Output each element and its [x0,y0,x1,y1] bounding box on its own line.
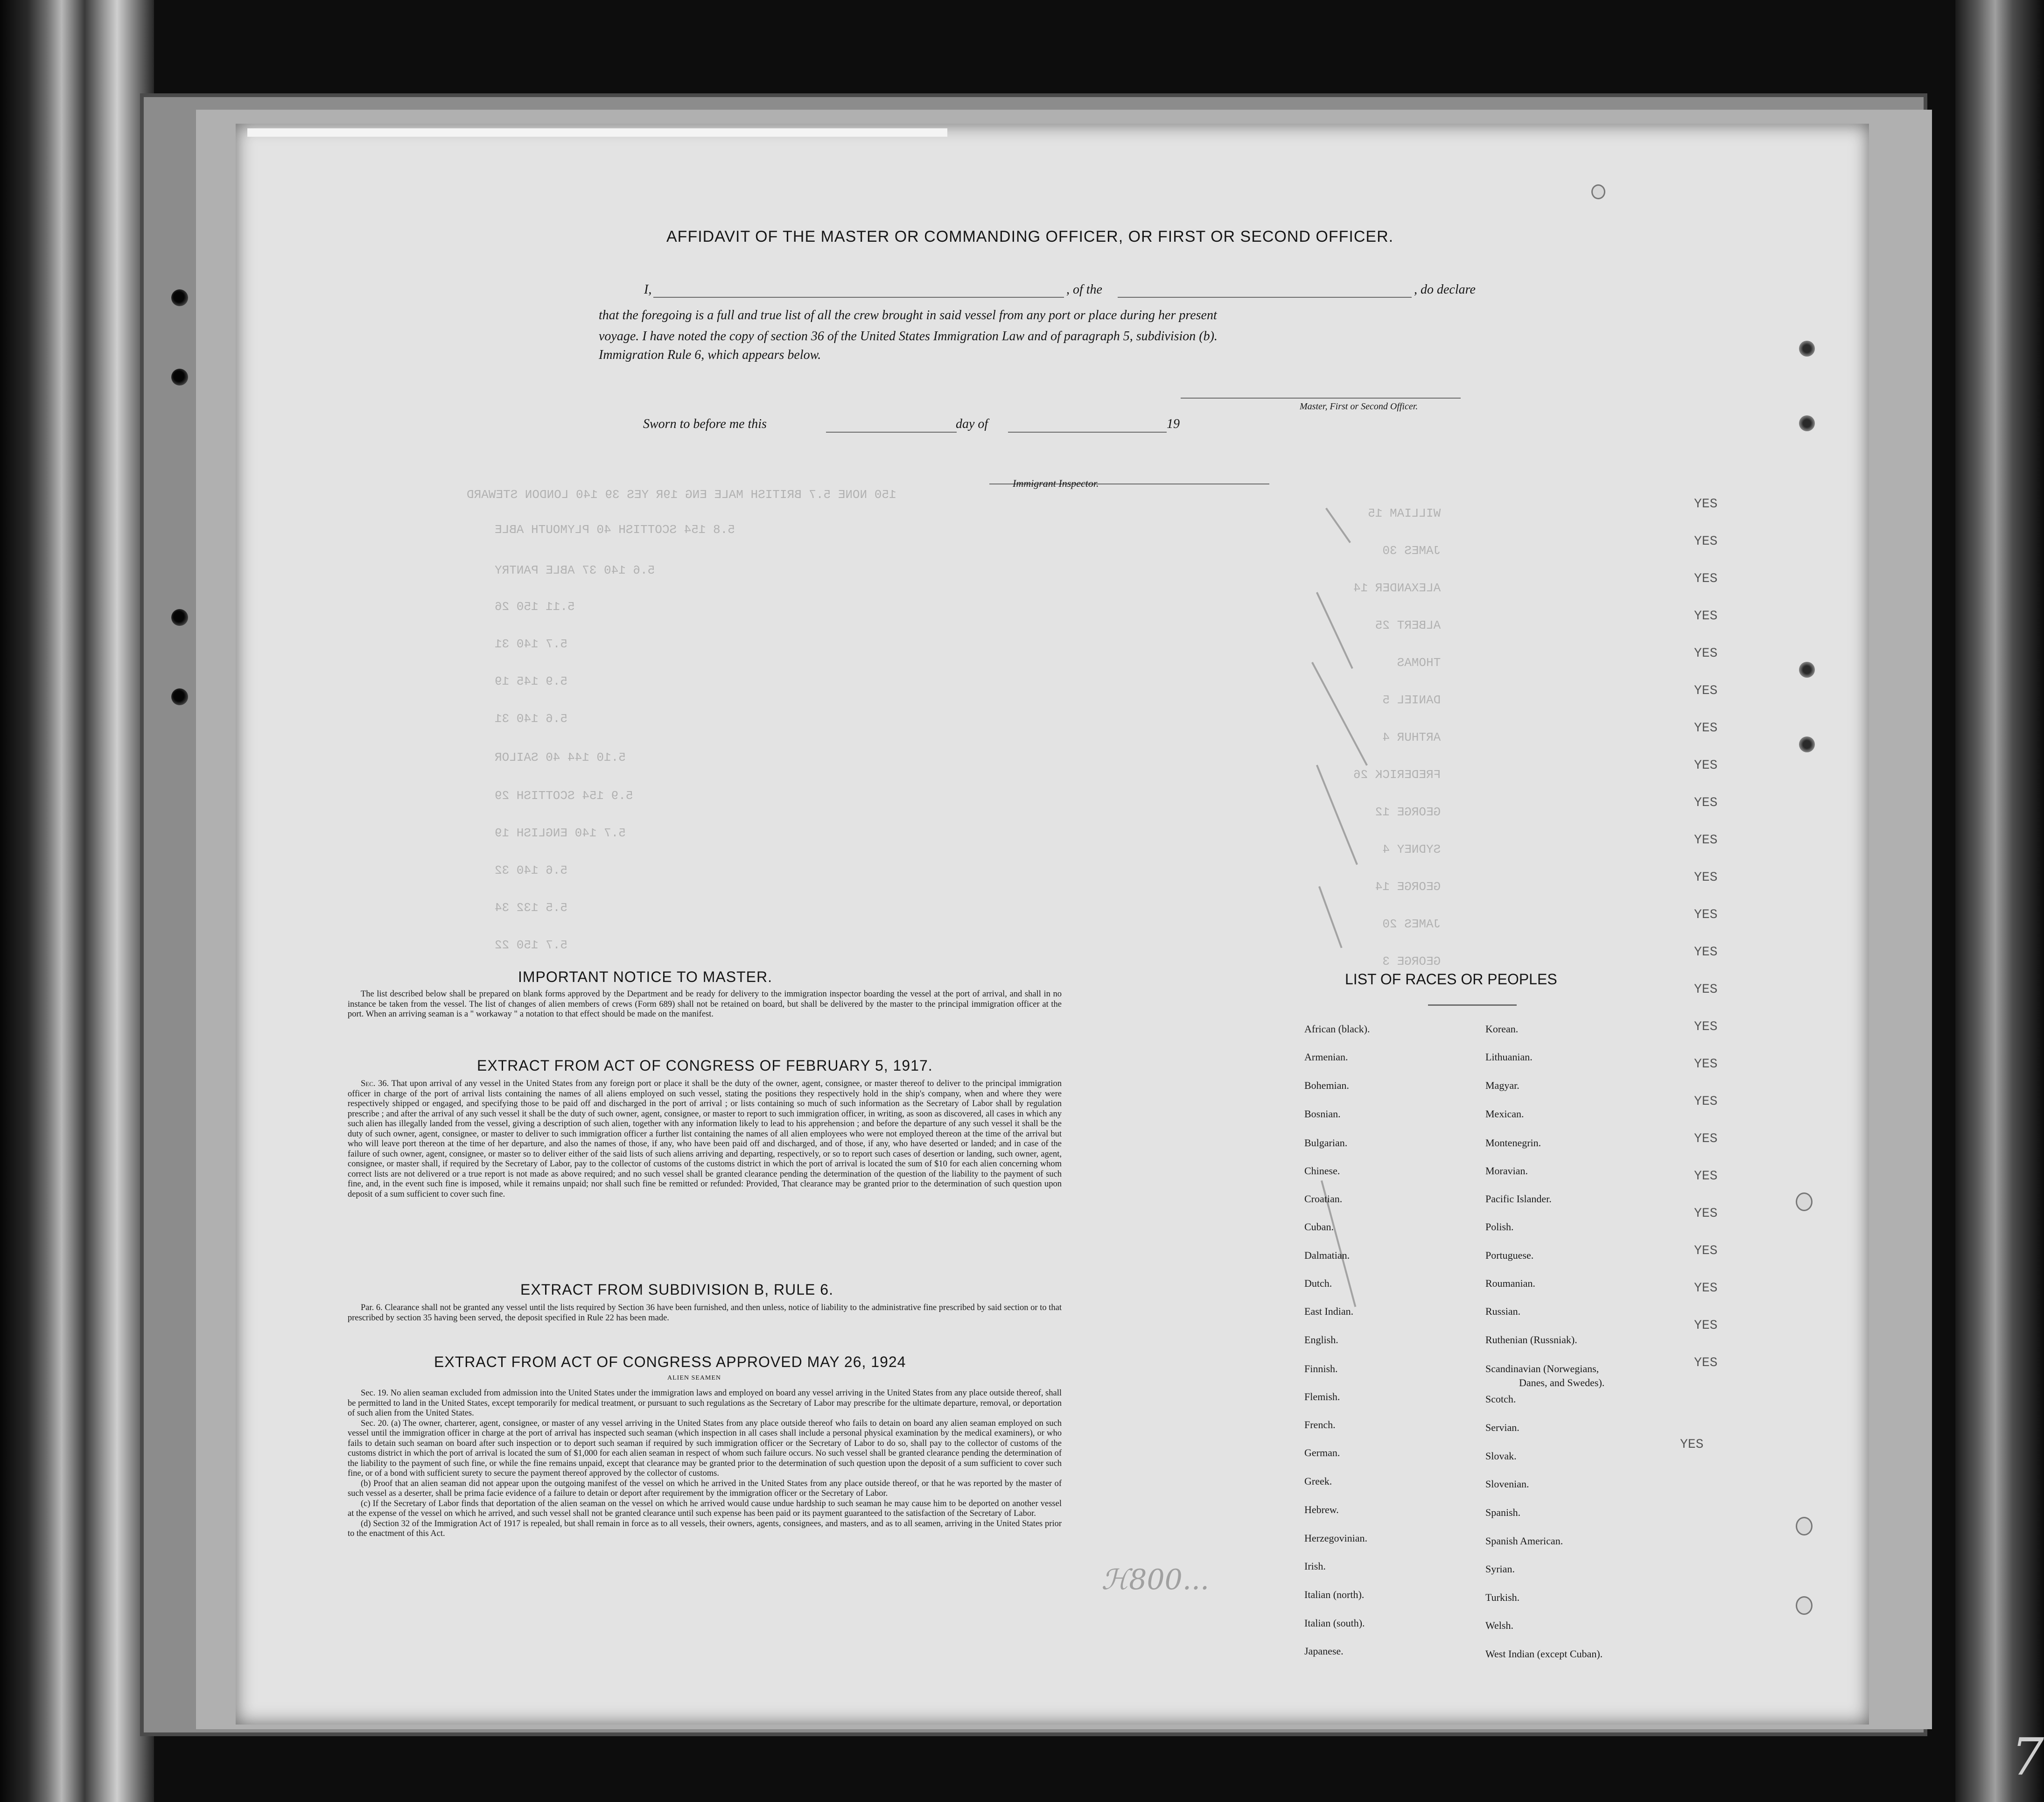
race-item: African (black). [1304,1023,1370,1035]
race-item: Finnish. [1304,1363,1338,1374]
master-signature-label: Master, First or Second Officer. [1300,401,1418,412]
extract-rule6-text: Clearance shall not be granted any vessel until the lists required by Section 36 have been furnished, and then unless, notice of liability to the administrative fine prescribed by said section or to that prescribed by section 35 having been served, the deposit specified in Rule 22 has been made. [348,1303,1062,1323]
bleed-yes: YES [1694,1206,1718,1221]
bleed-through-row: 5.11 150 26 [495,600,575,614]
binder-hole-empty [1796,1192,1813,1211]
bleed-yes: YES [1694,1356,1718,1370]
bleed-yes: YES [1694,609,1718,624]
race-item: Greek. [1304,1475,1332,1487]
race-item: Chinese. [1304,1165,1340,1177]
race-item: Korean. [1485,1023,1519,1035]
extract-1917-body [348,1079,1062,1199]
extract-1924-title: EXTRACT FROM ACT OF CONGRESS APPROVED MAY 26, 1924 [434,1353,906,1370]
bleed-yes: YES [1694,1318,1718,1333]
affidavit-i: I, [644,282,652,297]
sworn-day: day of [956,417,988,431]
sworn-prefix: Sworn to before me this [643,417,767,431]
race-item: Hebrew. [1304,1504,1339,1515]
sworn-year: 19 [1167,417,1180,431]
race-item: Herzegovinian. [1304,1532,1367,1544]
race-item: Moravian. [1485,1165,1528,1177]
bleed-through-row: 5.5 132 34 [495,901,568,915]
bleed-yes: YES [1694,982,1718,997]
bleed-yes: YES [1680,1437,1704,1452]
affidavit-name-blank [653,297,1064,298]
races-title: LIST OF RACES OR PEOPLES [1345,971,1557,988]
race-item: Danes, and Swedes). [1519,1377,1605,1388]
race-item: Croatian. [1304,1193,1343,1205]
race-item: Russian. [1485,1305,1521,1317]
binder-hole-empty [1796,1596,1813,1615]
race-item: Welsh. [1485,1620,1513,1631]
race-item: Scotch. [1485,1393,1516,1405]
race-item: Dutch. [1304,1277,1332,1289]
bleed-yes: YES [1694,796,1718,810]
bleed-through-row: 5.10 144 40 SAILOR [495,750,626,764]
race-item: Japanese. [1304,1645,1344,1657]
race-item: German. [1304,1447,1340,1458]
race-item: Italian (south). [1304,1617,1365,1629]
sworn-date-blank [826,432,957,433]
bleed-yes: YES [1694,833,1718,848]
affidavit-line-4: Immigration Rule 6, which appears below. [599,348,821,362]
notice-title: IMPORTANT NOTICE TO MASTER. [518,968,772,985]
notice-body [348,989,1062,1020]
extract-rule6-par-label: Par. 6. [361,1303,383,1312]
race-item: Flemish. [1304,1391,1340,1402]
race-item: Turkish. [1485,1592,1520,1603]
bleed-yes: YES [1694,721,1718,736]
binder-hole [1799,736,1815,752]
bleed-through-row: 5.7 140 31 [495,637,568,651]
bleed-yes: YES [1694,1094,1718,1109]
bleed-yes: YES [1694,646,1718,661]
extract-1917-sec-label: Sec. 36. [361,1079,389,1088]
race-item: Bohemian. [1304,1080,1349,1091]
binder-hole [1799,662,1815,678]
sworn-month-blank [1008,432,1167,433]
affidavit-title: AFFIDAVIT OF THE MASTER OR COMMANDING OFFICER, OR FIRST OR SECOND OFFICER. [666,228,1394,245]
bleed-through-row: 150 NONE 5.7 BRITISH MALE ENG 19R YES 39 140 LONDON STEWARD [467,488,896,502]
binder-hole [171,688,188,705]
extract-1924-body [348,1388,1062,1539]
bleed-yes: YES [1694,1132,1718,1146]
extract-1924-sec20a: Sec. 20. (a) The owner, charterer, agent, consignee, or master of any vessel arriving in the United States from any place outside thereof who fails to detain on board any alien seaman employed on such vessel until the immigration officer in charge at the port of arrival has inspected such seaman (which inspection in all cases shall include a personal physical examination by the medical examiners), or who fails to detain such seaman on board after such inspection or to deport such seaman if required by such immigration officer or the Secretary of Labor to do so, shall pay to the collector of customs of the customs district in which the port of arrival is located the sum of $1,000 for each alien seaman in respect of whom such failure occurs. No such vessel shall be granted clearance pending the determination of the liability to the payment of such fine, or while the fine remains unpaid, except that clearance may be granted prior to the determination of such question upon the deposit of a sum sufficient to cover such fine, or of a bond with sufficient surety to secure the payment thereof approved by the collector of customs. [348,1418,1062,1478]
affidavit-line-2: that the foregoing is a full and true list of all the crew brought in said vessel from any port or place during her present [599,308,1217,323]
binder-hole [171,289,188,306]
bleed-yes: YES [1694,1244,1718,1258]
pencil-mark-corner: 7 [2011,1727,2044,1787]
bleed-yes: YES [1694,534,1718,549]
extract-1924-sec19: Sec. 19. No alien seaman excluded from admission into the United States under the immigration laws and employed on board any vessel arriving in the United States from any place outside thereof, shall be permitted to land in the United States, except temporarily for medical treatment, or pursuant to such regulations as the Secretary of Labor may prescribe for the ultimate departure, removal, or deportation of such alien from the United States. [348,1388,1062,1418]
bleed-through-row: 5.7 150 22 [495,938,568,952]
binder-hole-empty [1591,184,1605,199]
extract-1924-sec20d: (d) Section 32 of the Immigration Act of 1917 is repealed, but shall remain in force as to all vessels, their owners, agents, consignees, and masters, and as to all seamen, arriving in the United States prior to the enactment of this Act. [348,1519,1062,1538]
extract-rule6-title: EXTRACT FROM SUBDIVISION B, RULE 6. [520,1281,833,1298]
bleed-yes: YES [1694,497,1718,512]
bleed-through-row: 5.6 140 37 ABLE PANTRY [495,563,655,577]
bleed-through-row: 5.6 140 32 [495,863,568,877]
race-item: Slovenian. [1485,1478,1529,1490]
bleed-through-row: 5.7 140 ENGLISH 19 [495,826,626,840]
bleed-yes: YES [1694,758,1718,773]
race-item: Roumanian. [1485,1277,1535,1289]
race-item: Irish. [1304,1560,1326,1572]
race-item: Bosnian. [1304,1108,1341,1120]
race-item: Bulgarian. [1304,1137,1348,1149]
bleed-yes: YES [1694,684,1718,698]
affidavit-vessel-blank [1118,297,1412,298]
inspector-label: Immigrant Inspector. [1013,477,1099,489]
notice-paragraph: The list described below shall be prepared on blank forms approved by the Department and be ready for delivery to the immigration inspector boarding the vessel at the port of arrival, and shall in no instance be taken from the vessel. The list of changes of alien members of crews (Form 689) shall not be retained on board, but shall be delivered by the master to the principal immigration officer at the port. When an arriving seaman is a " workaway " a notation to that effect should be made on the manifest. [348,989,1062,1019]
race-item: Montenegrin. [1485,1137,1541,1149]
bleed-yes: YES [1694,908,1718,922]
extract-1924-subtitle: ALIEN SEAMEN [667,1374,721,1381]
affidavit-of-the: , of the [1066,282,1102,297]
race-item: Magyar. [1485,1080,1519,1091]
page-top-highlight [247,128,947,137]
race-item: English. [1304,1334,1338,1346]
bleed-through-names: WILLIAM 15 JAMES 30 ALEXANDER 14 ALBERT 25 THOMAS DANIEL 5 ARTHUR 4 FREDERICK 26 GEORGE 12 SYDNEY 4 GEORGE 14 JAMES 20 GEORGE 3 [1353,506,1441,968]
race-item: Dalmatian. [1304,1249,1350,1261]
bleed-yes: YES [1694,1281,1718,1296]
bleed-through-row: 5.9 145 19 [495,674,568,688]
race-item: Italian (north). [1304,1589,1365,1600]
bleed-yes: YES [1694,572,1718,586]
scan-left-edge [0,0,154,1802]
extract-1917-text: That upon arrival of any vessel in the United States from any foreign port or place it shall be the duty of the owner, agent, consignee, or master thereof to deliver to the principal immigration officer in charge of the port of arrival lists containing the names of all aliens employed on such vessel, stating the positions they respectively hold in the ship's company, when and where they were respectively shipped or engaged, and specifying those to be paid off and discharged in the port of arrival ; or lists containing so much of such information as the Secretary of Labor shall by regulation prescribe ; and after the arrival of any such vessel it shall be the duty of such owner, agent, consignee, or master to report to such immigration officer, in writing, as soon as discovered, all cases in which any such alien has illegally landed from the vessel, giving a description of such alien, together with any information likely to lead to his apprehension ; and before the departure of any such vessel it shall be the duty of such owner, agent, consignee, or master to deliver to such immigration officer a further list containing the names of all alien employees who were not employed thereon at the time of the arrival but who will leave port thereon at the time of her departure, and also the names of those, if any, who have been paid off and discharged, and of those, if any, who have deserted or landed; and in case of the failure of such owner, agent, consignee, or master so to deliver either of the said lists of such aliens arriving and departing, respectively, or so to report such cases of desertion or landing, such owner, agent, consignee, or master shall, if required by the Secretary of Labor, pay to the collector of customs of the customs district in which the port of arrival is located the sum of $10 for each alien concerning whom correct lists are not delivered or a true report is not made as above required; and no such vessel shall be granted clearance pending the determination of the question of the liability to the payment of such fine, and, in the event such fine is imposed, while it remains unpaid; nor shall such fine be remitted or refunded: Provided, That clearance may be granted prior to the determination of such question upon deposit of a sum sufficient to cover such fine. [348,1079,1062,1199]
bleed-through-row: 5.6 140 31 [495,712,568,726]
extract-rule6-body [348,1303,1062,1323]
race-item: French. [1304,1419,1336,1430]
race-item: Lithuanian. [1485,1051,1533,1063]
race-item: West Indian (except Cuban). [1485,1648,1603,1660]
scan-right-edge [1955,0,2044,1802]
race-item: Polish. [1485,1221,1514,1233]
race-item: Armenian. [1304,1051,1348,1063]
bleed-yes: YES [1694,1057,1718,1072]
race-item: Spanish. [1485,1507,1521,1518]
bleed-through-row: 5.9 154 SCOTTISH 29 [495,789,633,803]
race-item: Scandinavian (Norwegians, [1485,1363,1599,1374]
race-item: Mexican. [1485,1108,1524,1120]
pencil-scrawl: ℋ800... [1101,1564,1210,1596]
affidavit-do-declare: , do declare [1414,282,1476,297]
bleed-through-row: 5.8 154 SCOTTISH 40 PLYMOUTH ABLE [495,523,735,537]
race-item: Pacific Islander. [1485,1193,1552,1205]
race-item: Spanish American. [1485,1535,1563,1547]
race-item: Syrian. [1485,1563,1515,1575]
extract-1917-title: EXTRACT FROM ACT OF CONGRESS OF FEBRUARY 5, 1917. [477,1057,933,1074]
binder-hole [1799,341,1815,357]
extract-1924-sec20c: (c) If the Secretary of Labor finds that deportation of the alien seaman on the vessel on which he arrived would cause undue hardship to such seaman he may cause him to be deported on another vessel at the expense of the vessel on which he arrived, and such vessel shall not be granted clearance until such expense has been paid or its payment guaranteed to the satisfaction of the Secretary of Labor. [348,1499,1062,1518]
race-item: Ruthenian (Russniak). [1485,1334,1577,1346]
master-signature-line [1181,398,1461,399]
bleed-yes: YES [1694,1020,1718,1034]
race-item: Cuban. [1304,1221,1334,1233]
bleed-yes: YES [1694,870,1718,885]
binder-hole-empty [1796,1517,1813,1536]
extract-1924-sec20b: (b) Proof that an alien seaman did not appear upon the outgoing manifest of the vessel on which he arrived in the United States from any place outside thereof, or that he was reported by the master of such vessel as a deserter, shall be prima facie evidence of a failure to detain or deport after requirement by the immigration officer or the Secretary of Labor. [348,1479,1062,1498]
race-item: Portuguese. [1485,1249,1534,1261]
affidavit-line-3: voyage. I have noted the copy of section 36 of the United States Immigration Law and of paragraph 5, subdivision (b). [599,329,1218,344]
bleed-yes: YES [1694,1169,1718,1184]
race-item: Servian. [1485,1422,1519,1433]
races-title-rule [1428,1004,1517,1006]
binder-hole [1799,415,1815,431]
binder-hole [171,369,188,386]
bleed-yes: YES [1694,945,1718,960]
race-item: Slovak. [1485,1450,1517,1462]
race-item: East Indian. [1304,1305,1354,1317]
binder-hole [171,609,188,626]
